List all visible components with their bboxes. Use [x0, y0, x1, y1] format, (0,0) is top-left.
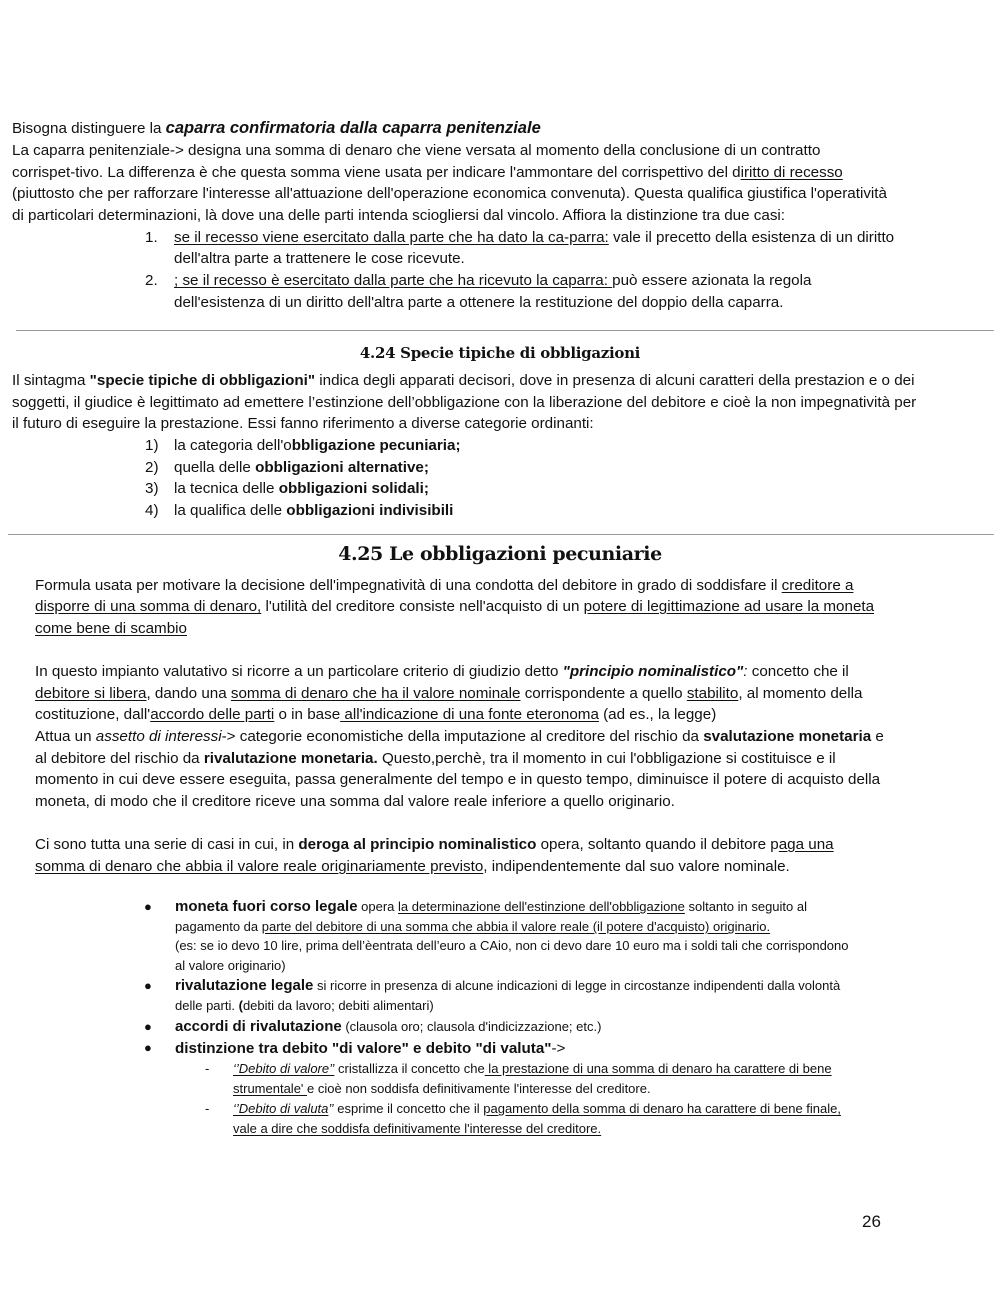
list-number: 4): [145, 502, 159, 519]
sec425-line-b1: In questo impianto valutativo si ricorre a un particolare criterio di giudizio detto "principio nominalistico": concetto che il: [35, 663, 849, 680]
list-number: 1): [145, 437, 159, 454]
case-item-2-cont: dell'esistenza di un diritto dell'altra parte a ottenere la restituzione del doppio della caparra.: [174, 294, 784, 311]
caparra-line-4: di particolari determinazioni, là dove una delle parti intenda sciogliersi dal vincolo. Affiora la distinzione tra due casi:: [12, 207, 786, 224]
sec425-line-b7: moneta, di modo che il creditore riceve una somma dal valore reale inferiore a quello originario.: [35, 793, 675, 810]
section-heading-4-25: 4.25 Le obbligazioni pecuniarie: [338, 543, 662, 565]
sec424-line-3: il futuro di eseguire la prestazione. Essi fanno riferimento a diverse categorie ordinanti:: [12, 415, 594, 432]
bullet-moneta-example-cont: al valore originario): [175, 958, 286, 973]
bullet-moneta: moneta fuori corso legale opera la determinazione dell'estinzione dell'obbligazione soltanto in seguito al: [175, 898, 807, 915]
page-number: 26: [862, 1212, 881, 1231]
bullet-rivalutazione: rivalutazione legale si ricorre in presenza di alcune indicazioni di legge in circostanze indipendenti dalla volontà: [175, 977, 841, 994]
list-number: 3): [145, 480, 159, 497]
sec425-line-b4: Attua un assetto di interessi-> categorie economistiche della imputazione al creditore del rischio da svalutazione monetaria e: [35, 728, 884, 745]
caparra-line-1: La caparra penitenziale-> designa una somma di denaro che viene versata al momento della conclusione di un contratto: [12, 142, 821, 159]
list-item: la qualifica delle obbligazioni indivisibili: [174, 502, 454, 519]
sub-debito-valuta: ‘’Debito di valuta’’ esprime il concetto che il pagamento della somma di denaro ha carattere di bene finale,: [233, 1101, 841, 1116]
sub-debito-valore-cont: strumentale' e cioè non soddisfa definitivamente l'interesse del creditore.: [233, 1081, 651, 1096]
sec425-line-b2: debitore si libera, dando una somma di denaro che ha il valore nominale corrispondente a quello stabilito, al momento della: [35, 685, 863, 702]
dash-icon: -: [205, 1101, 210, 1116]
caparra-intro: Bisogna distinguere la caparra confirmatoria dalla caparra penitenziale: [12, 119, 541, 137]
bullet-distinzione: distinzione tra debito "di valore" e debito "di valuta"->: [175, 1040, 566, 1057]
caparra-line-3: (piuttosto che per rafforzare l'interesse all'attuazione dell'operazione economica convenuta). Questa qualifica giustifica l'operatività: [12, 185, 887, 202]
sec425-line-c1: Ci sono tutta una serie di casi in cui, in deroga al principio nominalistico opera, soltanto quando il debitore paga una: [35, 836, 834, 853]
case-number: 1.: [145, 229, 158, 246]
bullet-moneta-example: (es: se io devo 10 lire, prima dell’èentrata dell’euro a CAio, non ci devo dare 10 euro ma i soldi tali che corrispondono: [175, 938, 849, 953]
bullet-rivalutazione-cont: delle parti. (debiti da lavoro; debiti alimentari): [175, 998, 434, 1013]
case-item-2: ; se il recesso è esercitato dalla parte che ha ricevuto la caparra: può essere azionata la regola: [174, 272, 812, 289]
list-item: quella delle obbligazioni alternative;: [174, 459, 429, 476]
divider: [8, 534, 994, 535]
sec425-line-b6: momento in cui deve essere eseguita, passa generalmente del tempo e in questo tempo, diminuisce il potere di acquisto della: [35, 771, 881, 788]
bullet-moneta-cont: pagamento da parte del debitore di una somma che abbia il valore reale (il potere d'acquisto) originario.: [175, 919, 771, 934]
sec425-line-a2: disporre di una somma di denaro, l'utilità del creditore consiste nell'acquisto di un potere di legittimazione ad usare la moneta: [35, 598, 875, 615]
case-item-1: se il recesso viene esercitato dalla parte che ha dato la ca-parra: vale il precetto della esistenza di un diritto: [174, 229, 895, 246]
bullet-icon: ●: [144, 1019, 152, 1034]
sec424-line-1: Il sintagma "specie tipiche di obbligazioni" indica degli apparati decisori, dove in presenza di alcuni caratteri della prestazion e o dei: [12, 372, 915, 389]
section-heading-4-24: 4.24 Specie tipiche di obbligazioni: [359, 344, 641, 362]
sec424-line-2: soggetti, il giudice è legittimato ad emettere l’estinzione dell’obbligazione con la liberazione del debitore e cioè la non impegnatività per: [12, 394, 917, 411]
bullet-icon: ●: [144, 899, 152, 914]
dash-icon: -: [205, 1061, 210, 1076]
bullet-accordi: accordi di rivalutazione (clausola oro; clausola d'indicizzazione; etc.): [175, 1018, 602, 1035]
bullet-icon: ●: [144, 1040, 152, 1055]
case-item-1-cont: dell'altra parte a trattenere le cose ricevute.: [174, 250, 465, 267]
list-item: la categoria dell'obbligazione pecuniaria;: [174, 437, 461, 454]
sec425-line-b3: costituzione, dall'accordo delle parti o in base all'indicazione di una fonte eteronoma (ad es., la legge): [35, 706, 717, 723]
caparra-line-2: corrispet-tivo. La differenza è che questa somma viene usata per indicare l'ammontare del corrispettivo del diritto di recesso: [12, 164, 843, 181]
sec425-line-b5: al debitore del rischio da rivalutazione monetaria. Questo,perchè, tra il momento in cui l'obbligazione si costituisce e il: [35, 750, 836, 767]
case-number: 2.: [145, 272, 158, 289]
list-number: 2): [145, 459, 159, 476]
sec425-line-a3: come bene di scambio: [35, 620, 187, 637]
sub-debito-valuta-cont: vale a dire che soddisfa definitivamente l'interesse del creditore.: [233, 1121, 602, 1136]
divider: [16, 330, 994, 331]
bullet-icon: ●: [144, 978, 152, 993]
list-item: la tecnica delle obbligazioni solidali;: [174, 480, 429, 497]
sec425-line-c2: somma di denaro che abbia il valore reale originariamente previsto, indipendentemente dal suo valore nominale.: [35, 858, 790, 875]
sec425-line-a1: Formula usata per motivare la decisione dell'impegnatività di una condotta del debitore in grado di soddisfare il creditore a: [35, 577, 854, 594]
sub-debito-valore: ‘’Debito di valore’’ cristallizza il concetto che la prestazione di una somma di denaro ha carattere di bene: [233, 1061, 832, 1076]
